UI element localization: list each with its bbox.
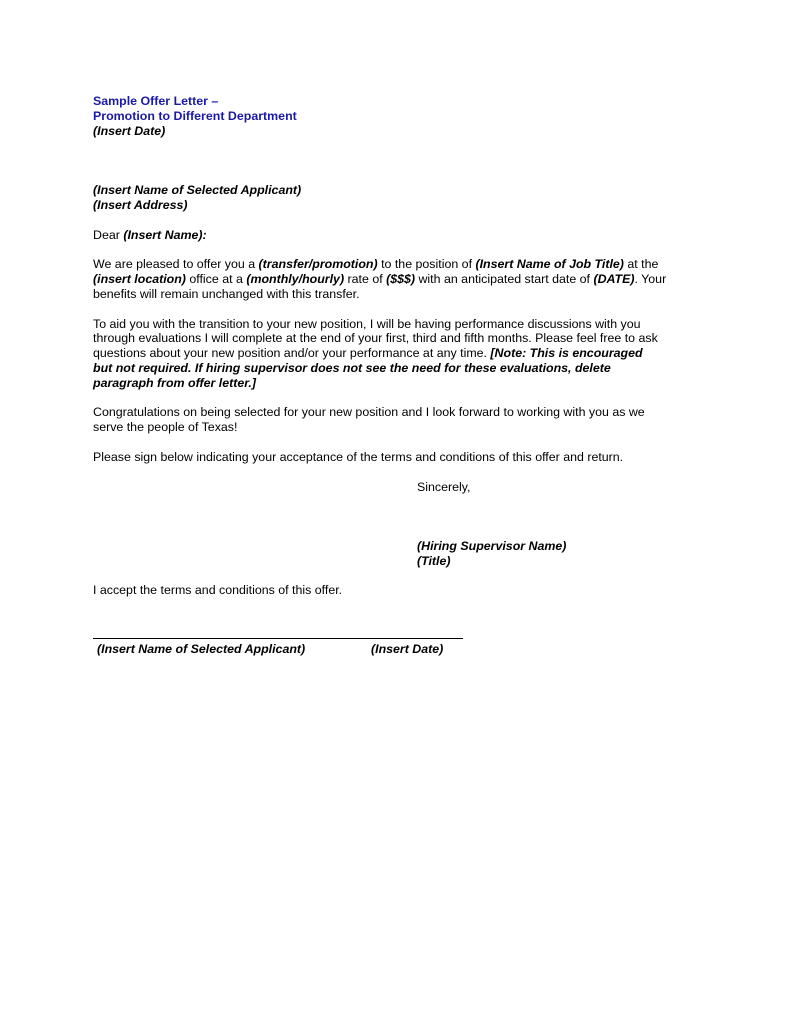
signature-date-label: (Insert Date) [371,642,444,656]
recipient-address: (Insert Address) [93,198,188,212]
salutation-prefix: Dear [93,228,124,242]
acceptance-statement: I accept the terms and conditions of this offer. [93,583,343,597]
letter-title-line2: Promotion to Different Department [93,109,297,123]
placeholder-transfer-promotion: (transfer/promotion) [258,257,378,271]
supervisor-title: (Title) [417,554,451,568]
para1-text: rate of [344,272,387,286]
para2-text: questions about your new position and/or your performance at any time. [93,346,491,360]
para2-line4: but not required. If hiring supervisor does not see the need for these evaluations, delete [93,361,611,375]
signature-line [93,638,463,639]
para1-text: with an anticipated start date of [415,272,594,286]
salutation-name: (Insert Name): [123,228,207,242]
para1-line1 [93,257,658,272]
para1-text: at the [623,257,659,271]
placeholder-rate: ($$$) [386,272,416,286]
recipient-name: (Insert Name of Selected Applicant) [93,183,302,197]
placeholder-location: (insert location) [93,272,186,286]
para1-line2 [93,272,666,287]
letter-title-line1: Sample Offer Letter – [93,94,219,108]
para1-text: office at a [185,272,247,286]
placeholder-monthly-hourly: (monthly/hourly) [246,272,345,286]
placeholder-start-date: (DATE) [593,272,635,286]
para3-line2: serve the people of Texas! [93,420,238,434]
para1-text: . Your [634,272,667,286]
para3-line1: Congratulations on being selected for your new position and I look forward to working with you as we [93,405,645,419]
signature-name-label: (Insert Name of Selected Applicant) [97,642,306,656]
para2-line3 [93,346,643,361]
closing-sincerely: Sincerely, [417,480,471,494]
salutation [93,228,207,243]
para2-line1: To aid you with the transition to your new position, I will be having performance discussions with you [93,317,641,331]
para4: Please sign below indicating your acceptance of the terms and conditions of this offer and return. [93,450,624,464]
para1-text: We are pleased to offer you a [93,257,259,271]
para2-line5: paragraph from offer letter.] [93,376,256,390]
para1-text: to the position of [377,257,476,271]
para2-line2: through evaluations I will complete at the end of your first, third and fifth months. Please feel free to ask [93,331,658,345]
para1-line3: benefits will remain unchanged with this transfer. [93,287,360,301]
header-date: (Insert Date) [93,124,166,138]
para2-note: [Note: This is encouraged [490,346,643,360]
placeholder-job-title: (Insert Name of Job Title) [475,257,624,271]
supervisor-name: (Hiring Supervisor Name) [417,539,567,553]
